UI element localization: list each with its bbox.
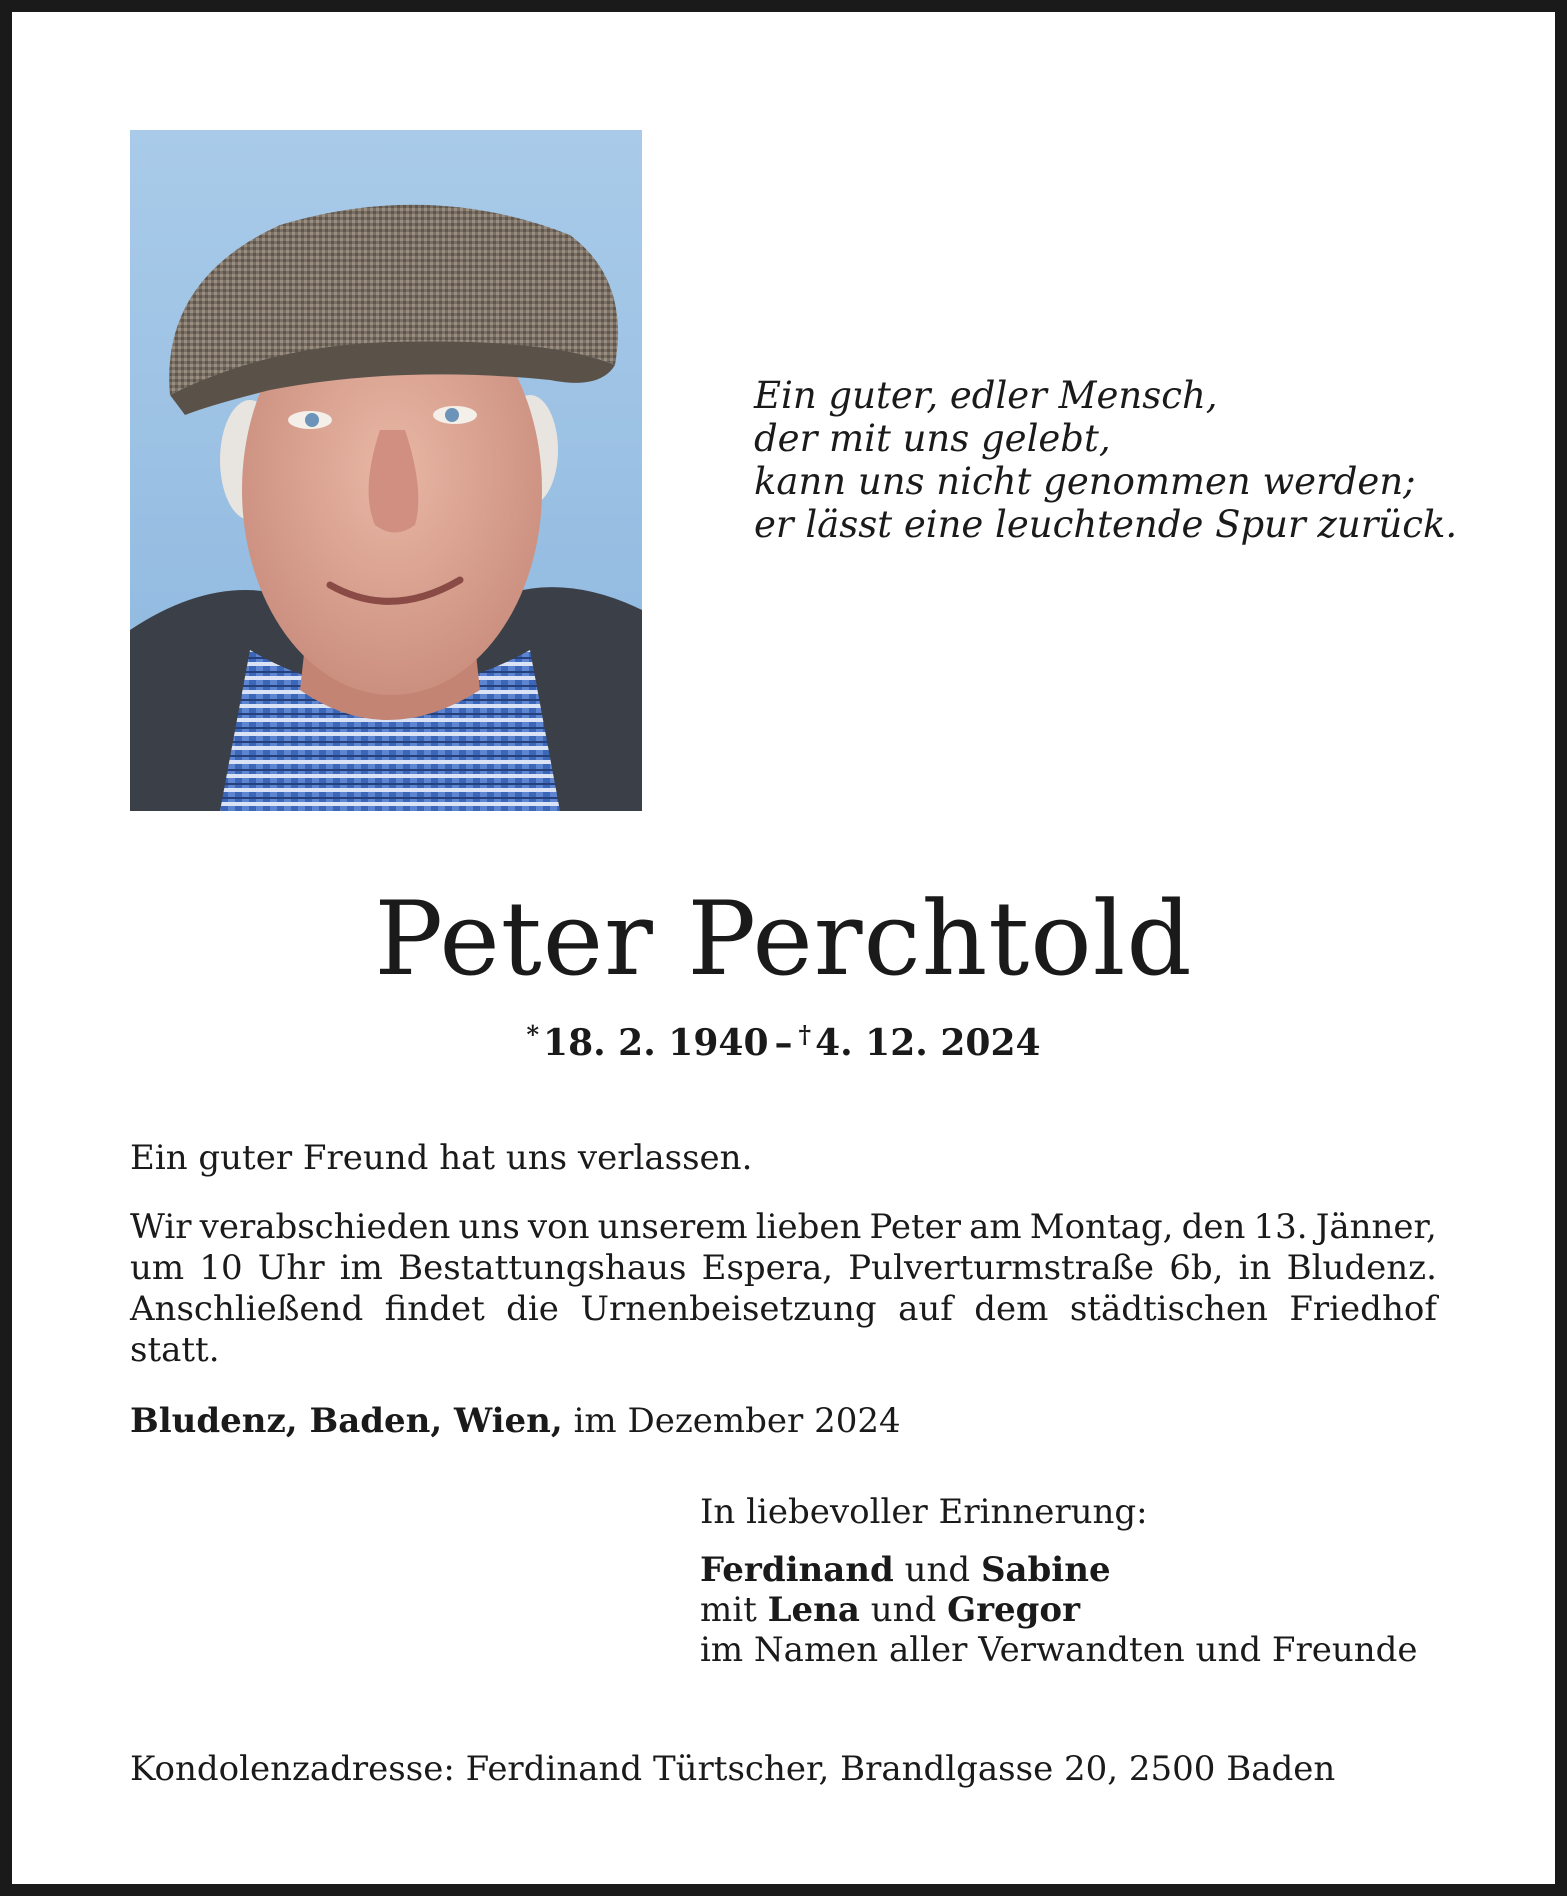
signers-intro: In liebevoller Erinnerung: [700,1492,1148,1532]
date-dash: – [774,1022,793,1064]
signers-block [700,1492,1418,1670]
announcement-line: statt. [130,1330,220,1370]
death-symbol: † [798,1020,812,1049]
obituary-card [12,12,1555,1884]
death-date: 4. 12. 2024 [815,1022,1041,1064]
conjunction: und [904,1550,971,1590]
announcement-line: um 10 Uhr im Bestattungshaus Espera, Pulverturmstraße 6b, in Bludenz. [130,1248,1437,1288]
birth-date: 18. 2. 1940 [543,1022,769,1064]
signers-line-1 [700,1550,1418,1590]
signer-name: Lena [767,1590,860,1630]
poem-line: er lässt eine leuchtende Spur zurück. [754,503,1458,546]
condolence-address: Kondolenzadresse: Ferdinand Türtscher, Brandlgasse 20, 2500 Baden [130,1749,1336,1789]
signers-line-2 [700,1590,1418,1630]
deceased-name: Peter Perchtold [374,880,1193,999]
poem-line: der mit uns gelebt, [754,417,1111,460]
birth-symbol: * [526,1020,540,1049]
poem-line: Ein guter, edler Mensch, [754,374,1218,417]
signer-name: Sabine [980,1550,1111,1590]
signers-closing: im Namen aller Verwandten und Freunde [700,1630,1418,1670]
signer-name: Ferdinand [700,1550,894,1590]
place-date: im Dezember 2024 [573,1401,901,1441]
place-and-date [130,1400,901,1442]
conjunction: mit [700,1590,757,1630]
signer-name: Gregor [947,1590,1081,1630]
announcement-line: Anschließend findet die Urnenbeisetzung auf dem städtischen Friedhof [130,1289,1437,1329]
lead-sentence: Ein guter Freund hat uns verlassen. [130,1138,753,1178]
life-dates [12,1012,1555,1066]
conjunction: und [870,1590,937,1630]
portrait-photo [130,130,642,811]
memorial-poem [754,374,1514,546]
poem-line: kann uns nicht genommen werden; [754,460,1416,503]
portrait-illustration [130,130,642,811]
announcement-line: Wir verabschieden uns von unserem lieben Peter am Montag, den 13. Jänner, [130,1207,1437,1247]
service-announcement [130,1207,1437,1371]
place-locations: Bludenz, Baden, Wien, [130,1401,563,1441]
